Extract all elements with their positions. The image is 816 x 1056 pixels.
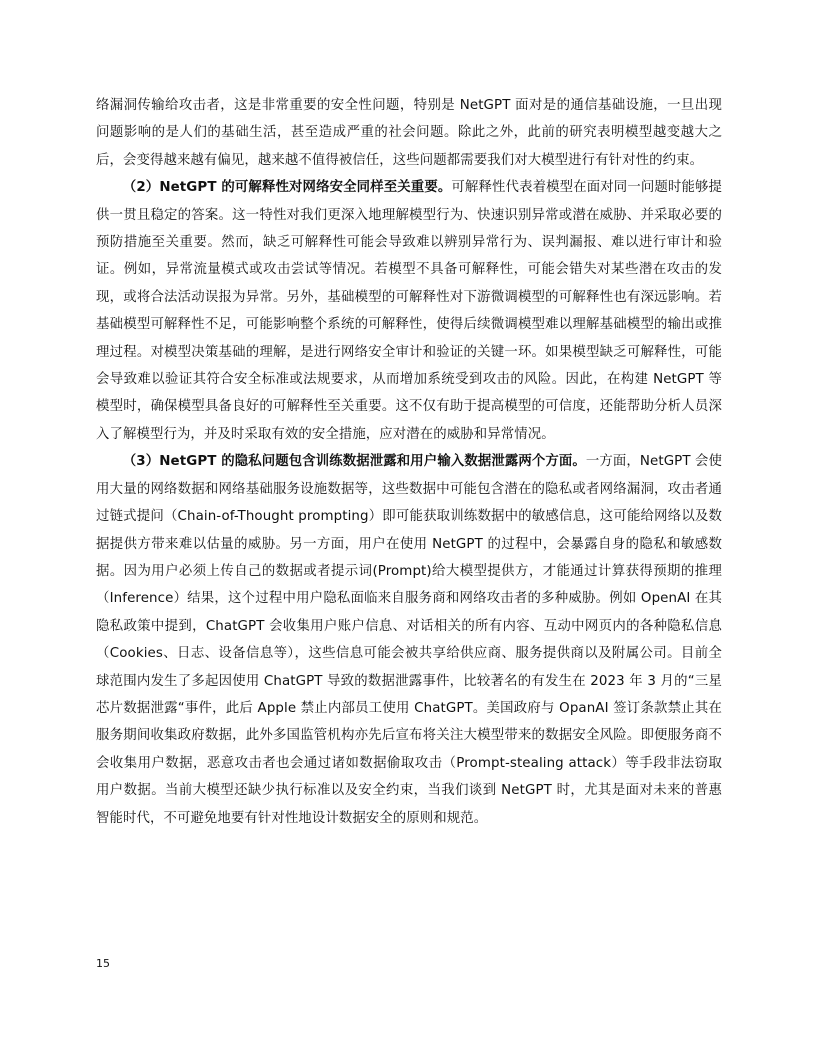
- paragraph-text: 可解释性代表着模型在面对同一问题时能够提供一贯且稳定的答案。这一特性对我们更深入地理解模型行为、快速识别异常或潜在威胁、并采取必要的预防措施至关重要。然而，缺乏可解释性可能会导致难以辨别异常行为、误判漏报、难以进行审计和验证。例如，异常流量模式或攻击尝试等情况。若模型不具备可解释性，可能会错失对某些潜在攻击的发现，或将合法活动误报为异常。另外，基础模型的可解释性对下游微调模型的可解释性也有深远影响。若基础模型可解释性不足，可能影响整个系统的可解释性，使得后续微调模型难以理解基础模型的输出或推理过程。对模型决策基础的理解，是进行网络安全审计和验证的关键一环。如果模型缺乏可解释性，可能会导致难以验证其符合安全标准或法规要求，从而增加系统受到攻击的风险。因此，在构建 NetGPT 等模型时，确保模型具备良好的可解释性至关重要。这不仅有助于提高模型的可信度，还能帮助分析人员深入了解模型行为，并及时采取有效的安全措施，应对潜在的威胁和异常情况。: [96, 180, 723, 442]
- paragraph-interpretability: [96, 174, 722, 448]
- paragraph-heading: （3）NetGPT 的隐私问题包含训练数据泄露和用户输入数据泄露两个方面。: [122, 454, 586, 470]
- paragraph-heading: （2）NetGPT 的可解释性对网络安全同样至关重要。: [122, 180, 452, 196]
- paragraph-text: 络漏洞传输给攻击者，这是非常重要的安全性问题，特别是 NetGPT 面对是的通信基础设施，一旦出现问题影响的是人们的基础生活，甚至造成严重的社会问题。除此之外，此前的研究表明模型越变越大之后，会变得越来越有偏见，越来越不值得被信任，这些问题都需要我们对大模型进行有针对性的约束。: [96, 98, 722, 168]
- paragraph-text: 一方面，NetGPT 会使用大量的网络数据和网络基础服务设施数据等，这些数据中可能包含潜在的隐私或者网络漏洞，攻击者通过链式提问（Chain-of-Thought prompting）即可能获取训练数据中的敏感信息，这可能给网络以及数据提供方带来难以估量的威胁。另一方面，用户在使用 NetGPT 的过程中，会暴露自身的隐私和敏感数据。因为用户必须上传自己的数据或者提示词(Prompt)给大模型提供方，才能通过计算获得预期的推理（Inference）结果，这个过程中用户隐私面临来自服务商和网络攻击者的多种威胁。例如 OpenAI 在其隐私政策中提到，ChatGPT 会收集用户账户信息、对话相关的所有内容、互动中网页内的各种隐私信息（Cookies、日志、设备信息等），这些信息可能会被共享给供应商、服务提供商以及附属公司。目前全球范围内发生了多起因使用 ChatGPT 导致的数据泄露事件，比较著名的有发生在 2023 年 3 月的“三星芯片数据泄露“事件，此后 Apple 禁止内部员工使用 ChatGPT。美国政府与 OpanAI 签订条款禁止其在服务期间收集政府数据，此外多国监管机构亦先后宣布将关注大模型带来的数据安全风险。即便服务商不会收集用户数据，恶意攻击者也会通过诸如数据偷取攻击（Prompt-stealing attack）等手段非法窃取用户数据。当前大模型还缺少执行标准以及安全约束，当我们谈到 NetGPT 时，尤其是面对未来的普惠智能时代，不可避免地要有针对性地设计数据安全的原则和规范。: [96, 454, 722, 826]
- paragraph-privacy: [96, 448, 722, 832]
- page-number: 15: [96, 957, 110, 970]
- paragraph-continuation: [96, 92, 722, 174]
- document-body: [96, 92, 722, 832]
